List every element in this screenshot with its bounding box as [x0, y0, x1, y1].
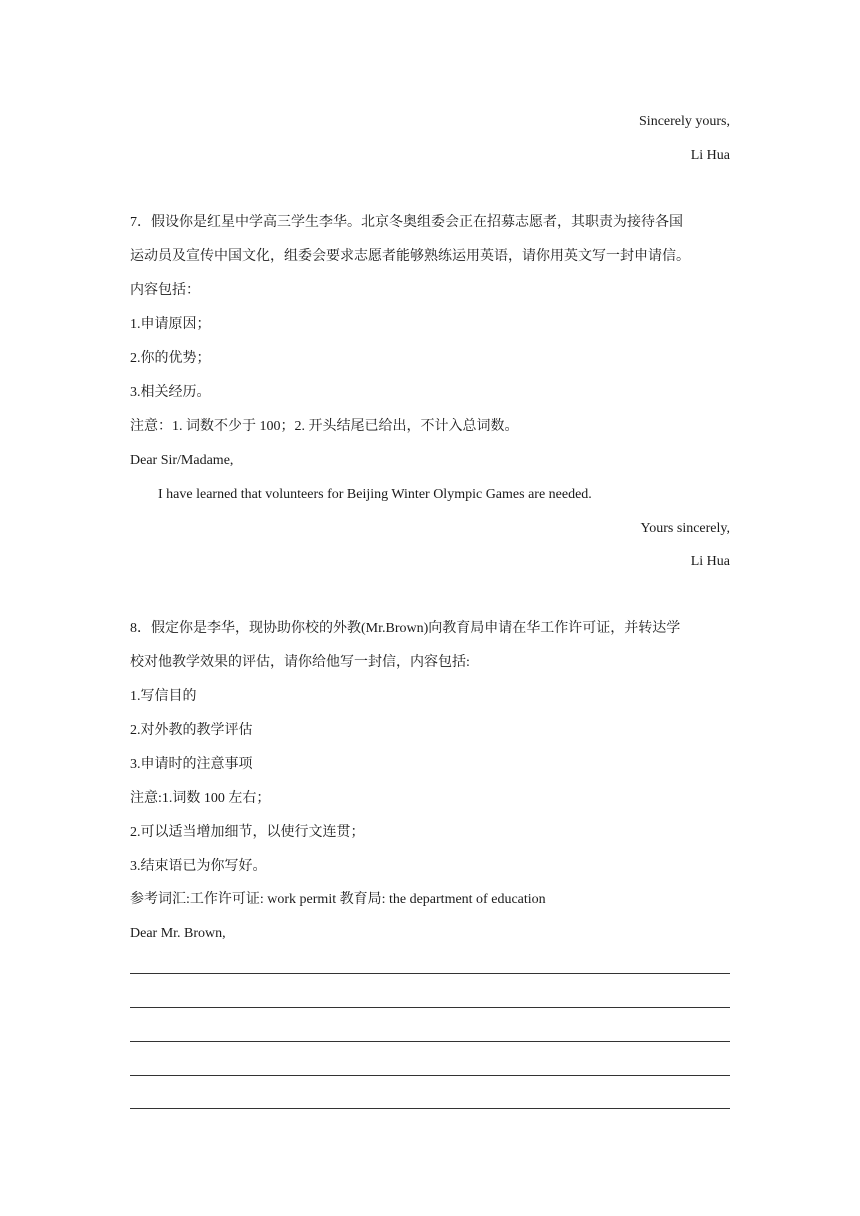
q8-stem-line-2: 校对他教学效果的评估，请你给他写一封信，内容包括: — [130, 655, 470, 670]
closing-salutation: Sincerely yours, — [639, 114, 730, 129]
answer-line — [130, 1075, 730, 1076]
q8-stem-line-1: 8．假定你是李华，现协助你校的外教(Mr.Brown)向教育局申请在华工作许可证，并转达学 — [130, 621, 681, 636]
answer-line — [130, 1007, 730, 1008]
q7-point-3: 3.相关经历。 — [130, 385, 211, 400]
q8-greeting: Dear Mr. Brown, — [130, 926, 226, 941]
q8-note-3: 3.结束语已为你写好。 — [130, 859, 267, 874]
q7-note: 注意：1. 词数不少于 100；2. 开头结尾已给出，不计入总词数。 — [130, 419, 519, 434]
q7-greeting: Dear Sir/Madame, — [130, 453, 234, 468]
q8-point-2: 2.对外教的教学评估 — [130, 723, 253, 738]
q7-closing: Yours sincerely, — [640, 521, 730, 536]
q7-point-1: 1.申请原因； — [130, 317, 211, 332]
answer-line — [130, 1041, 730, 1042]
q8-note-1: 注意:1.词数 100 左右； — [130, 791, 271, 806]
answer-line — [130, 1108, 730, 1109]
q8-note-2: 2.可以适当增加细节，以使行文连贯； — [130, 825, 365, 840]
q8-point-1: 1.写信目的 — [130, 689, 197, 704]
q7-opening-sentence: I have learned that volunteers for Beijing Winter Olympic Games are needed. — [158, 487, 592, 502]
q7-stem-line-1: 7．假设你是红星中学高三学生李华。北京冬奥组委会正在招募志愿者，其职责为接待各国 — [130, 215, 683, 230]
q8-vocabulary: 参考词汇:工作许可证: work permit 教育局: the department of education — [130, 892, 546, 907]
q7-point-2: 2.你的优势； — [130, 351, 211, 366]
answer-line — [130, 973, 730, 974]
q7-stem-line-3: 内容包括： — [130, 283, 200, 298]
q7-stem-line-2: 运动员及宣传中国文化，组委会要求志愿者能够熟练运用英语，请你用英文写一封申请信。 — [130, 249, 690, 264]
q7-signature: Li Hua — [690, 554, 730, 569]
closing-signature: Li Hua — [690, 148, 730, 163]
q8-point-3: 3.申请时的注意事项 — [130, 757, 253, 772]
